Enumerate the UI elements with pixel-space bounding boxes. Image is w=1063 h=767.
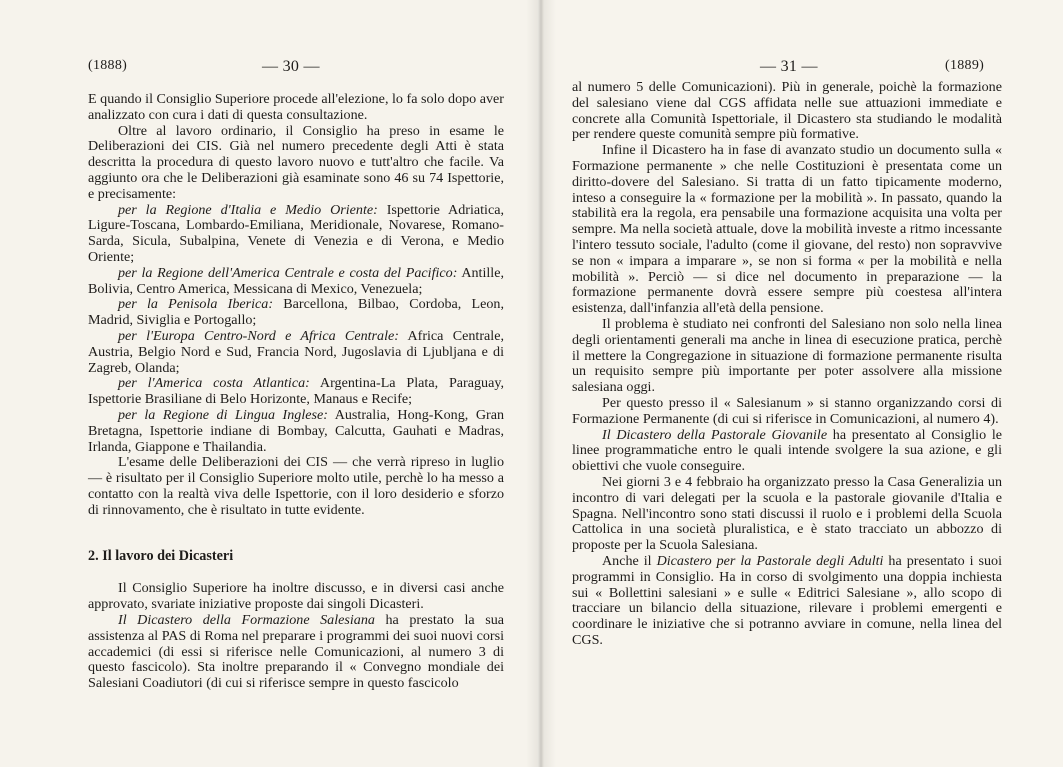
region-entry [88,203,504,266]
right-page-body [572,80,1002,649]
right-page [540,0,1063,767]
region-entry [88,266,504,298]
region-entry [88,297,504,329]
region-label: per l'Europa Centro-Nord e Africa Centrale: [118,327,399,344]
region-text: Argentina-La Plata, Paraguay, Ispettorie Brasiliane di Belo Horizonte, Manaus e Recife; [88,375,504,408]
paragraph-text: ha presentato al Consiglio le linee programmatiche entro le quali intende svolgere la sua azione, e gli obiettivi che vuole conseguire. [572,426,1003,475]
paragraph-text: ha prestato la sua assistenza al PAS di Roma nel preparare i programmi dei suoi nuovi corsi accademici (di essi si riferisce nelle Comunicazioni, al numero 3 di questo fascicolo). Sta inoltre preparando il « Convegno mondiale dei Salesiani Coadiutori (di cui si riferisce sempre in questo fascicolo [88,611,504,692]
paragraph [88,613,504,692]
region-text: Antille, Bolivia, Centro America, Messicana di Mexico, Venezuela; [88,264,504,297]
region-text: Ispettorie Adriatica, Ligure-Toscana, Lombardo-Emiliana, Meridionale, Novarese, Romano-Sarda, Sicula, Subalpina, Venete di Venezia e di Verona, e Medio Oriente; [88,201,504,265]
region-label: per la Penisola Iberica: [118,296,274,313]
paragraph: al numero 5 delle Comunicazioni). Più in generale, poichè la formazione del salesiano viene dal CGS affidata nelle sue attuazioni immediate e concrete alla Comunità Ispettoriale, il Dicastero sta studiando le modalità per rendere queste comunità sempre più formative. [572,79,1002,143]
book-gutter-shadow [526,0,556,767]
region-entry [88,408,504,455]
dicastero-label: Il Dicastero della Formazione Salesiana [118,611,375,628]
paragraph: E quando il Consiglio Superiore procede all'elezione, lo fa solo dopo aver analizzato con cura i dati di questa consultazione. [88,91,504,123]
paragraph: Per questo presso il « Salesianum » si stanno organizzando corsi di Formazione Permanente (di cui si riferisce in Comunicazioni, al numero 4). [572,394,1002,427]
right-page-number: — 31 — [760,58,818,75]
region-entry [88,329,504,376]
section-title: 2. Il lavoro dei Dicasteri [88,547,234,564]
paragraph: Oltre al lavoro ordinario, il Consiglio ha preso in esame le Deliberazioni dei CIS. Già nel numero precedente degli Atti è stata descritta la procedura di questo lavoro nuovo e tutt'altro che facile. Va aggiunto ora che le Deliberazioni già esaminate sono 46 su 74 Ispettorie, e precisamente: [88,122,504,202]
region-label: per la Regione di Lingua Inglese: [118,406,328,423]
dicastero-label: Il Dicastero della Pastorale Giovanile [602,426,828,443]
paragraph: L'esame delle Deliberazioni dei CIS — che verrà ripreso in luglio — è risultato per il Consiglio Superiore molto utile, perchè lo ha messo a contatto con la realtà viva delle Ispettorie, con il loro desiderio e sforzo di rinnovamento, che è risultato in tutte evidente. [88,454,504,518]
region-text: Australia, Hong-Kong, Gran Bretagna, Ispettorie indiane di Bombay, Calcutta, Gauhati e Madras, Irlanda, Giappone e Thailandia. [88,406,504,455]
region-text: Barcellona, Bilbao, Cordoba, Leon, Madrid, Siviglia e Portogallo; [88,296,504,329]
paragraph [572,554,1002,649]
paragraph: Nei giorni 3 e 4 febbraio ha organizzato presso la Casa Generalizia un incontro di vari delegati per la scuola e la pastorale giovanile d'Italia e Spagna. Nell'incontro sono stati discussi il ruolo e i problemi della Scuola Cattolica in una società pluralistica, e è stato tracciato un abbozzo di proposte per la Scuola Salesiana. [572,473,1002,554]
paragraph [572,428,1002,475]
paragraph: Infine il Dicastero ha in fase di avanzato studio un documento sulla « Formazione permanente » che nelle Costituzioni è presentata come un diritto-dovere del Salesiano. Si tratta di un fatto tipicamente moderno, inteso a conseguire la « formazione per la mobilità ». In passato, quando la stabilità era la regola, era pensabile una formazione acquisita una volta per sempre. Ma nella società attuale, dove la mobilità investe a ritmo incessante l'intero tessuto sociale, l'adulto (come il giovane, del resto) non sopravvive se non « impara a imparare », se non si forma « per la mobilità e nella mobilità ». Perciò — si dice nel documento in preparazione — la formazione permanente dovrà essere sempre più coestesa all'intera esistenza, dall'infanzia all'età della pensione. [572,142,1002,317]
region-label: per la Regione dell'America Centrale e costa del Pacifico: [118,264,458,281]
region-label: per l'America costa Atlantica: [118,375,310,392]
paragraph-lead: Anche il [602,552,657,569]
region-label: per la Regione d'Italia e Medio Oriente: [118,201,378,218]
left-page-number: — 30 — [262,58,320,75]
left-page-body [88,92,504,692]
region-entry [88,376,504,408]
region-text: Africa Centrale, Austria, Belgio Nord e Sud, Francia Nord, Jugoslavia di Ljubljana e di Zagreb, Olanda; [88,327,504,376]
paragraph: Il problema è studiato nei confronti del Salesiano non solo nella linea degli orientamenti generali ma anche in linea di esecuzione pratica, perchè il mettere la Congregazione in situazione di formazione permanente risulta un requisito sempre più importante per poter assolvere alla missione salesiana oggi. [572,315,1002,396]
paragraph: Il Consiglio Superiore ha inoltre discusso, e in diversi casi anche approvato, svariate iniziative proposte dai singoli Dicasteri. [88,580,504,613]
dicastero-label: Dicastero per la Pastorale degli Adulti [656,552,884,569]
paragraph-text: ha presentato i suoi programmi in Consiglio. Ha in corso di svolgimento una doppia inchiesta sui « Bollettini salesiani » e sulle « Editrici Salesiane », allo scopo di tracciare un bilancio della situazione, rilevare i problemi emergenti e coordinare le iniziative che si potranno avviare in comune, nella linea del CGS. [572,552,1002,648]
left-page-year: (1888) [88,58,128,73]
right-page-year: (1889) [945,58,985,73]
